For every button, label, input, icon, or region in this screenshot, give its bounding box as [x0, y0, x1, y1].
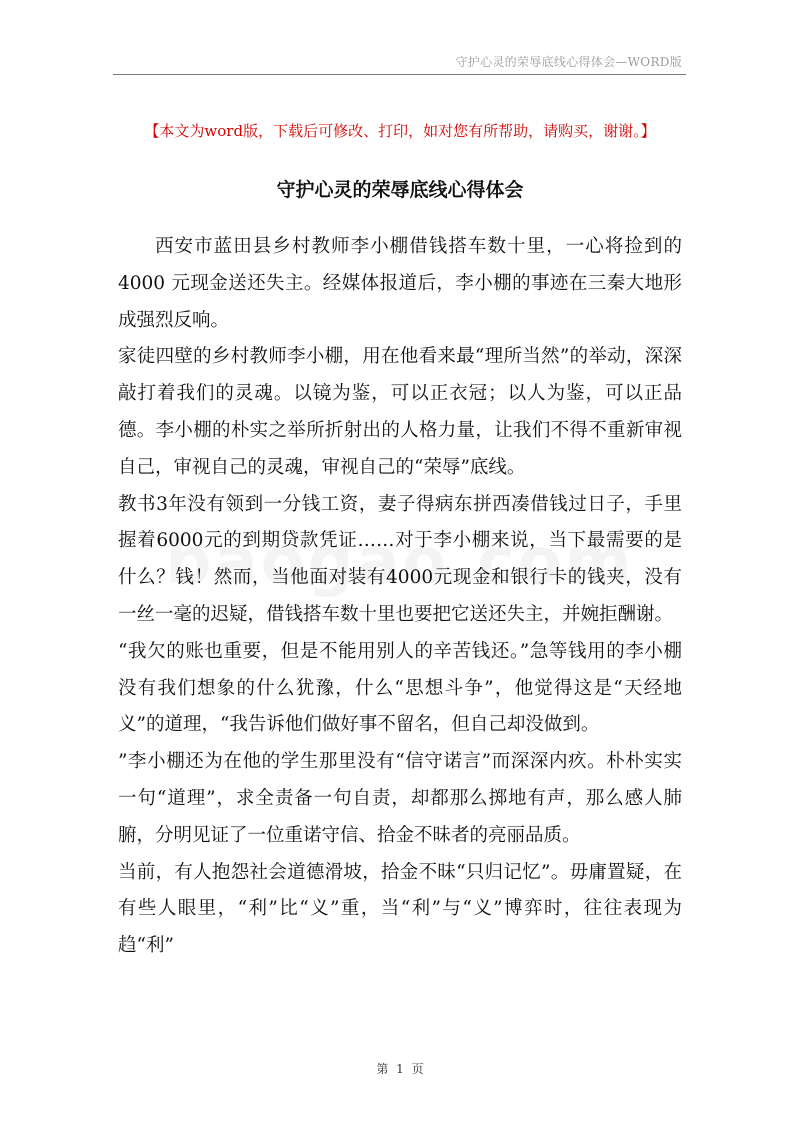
document-title: 守护心灵的荣辱底线心得体会: [276, 179, 524, 201]
page-footer: [0, 1060, 800, 1077]
paragraph: 西安市蓝田县乡村教师李小棚借钱搭车数十里，一心将捡到的4000 元现金送还失主。经媒体报道后，李小棚的事迹在三秦大地形成强烈反响。: [118, 236, 682, 331]
header-divider: [113, 74, 686, 75]
paragraph: ”李小棚还为在他的学生那里没有“信守诺言”而深深内疚。朴朴实实一句“道理”，求全责备一句自责，却都那么掷地有声，那么感人肺腑，分明见证了一位重诺守信、拾金不昧者的亮丽品质。: [118, 751, 682, 846]
paragraph: 教书3年没有领到一分钱工资，妻子得病东拼西凑借钱过日子，手里握着6000元的到期贷款凭证……对于李小棚来说，当下最需要的是什么？钱！然而，当他面对装有4000元现金和银行卡的钱夹，没有一丝一毫的迟疑，借钱搭车数十里也要把它送还失主，并婉拒酬谢。: [118, 493, 682, 625]
page-number: 1: [396, 1062, 404, 1076]
download-notice: 【本文为word版，下载后可修改、打印，如对您有所帮助，请购买，谢谢。】: [144, 122, 656, 140]
paragraph: 当前，有人抱怨社会道德滑坡，拾金不昧“只归记忆”。毋庸置疑，在有些人眼里，“利”比“义”重，当“利”与“义”博弈时，往往表现为趋“利”: [118, 861, 682, 957]
page-number-prefix: 第: [376, 1062, 389, 1076]
paragraph: 家徒四壁的乡村教师李小棚，用在他看来最“理所当然”的举动，深深敲打着我们的灵魂。以镜为鉴，可以正衣冠；以人为鉴，可以正品德。李小棚的朴实之举所折射出的人格力量，让我们不得不重新审视自己，审视自己的灵魂，审视自己的“荣辱”底线。: [118, 346, 682, 478]
document-body: [118, 229, 682, 965]
paragraph: “我欠的账也重要，但是不能用别人的辛苦钱还。”急等钱用的李小棚没有我们想象的什么犹豫，什么“思想斗争”，他觉得这是“天经地义”的道理，“我告诉他们做好事不留名，但自己却没做到。: [118, 640, 682, 736]
running-header: 守护心灵的荣辱底线心得体会—WORD版: [455, 55, 682, 69]
page-number-suffix: 页: [411, 1062, 424, 1076]
